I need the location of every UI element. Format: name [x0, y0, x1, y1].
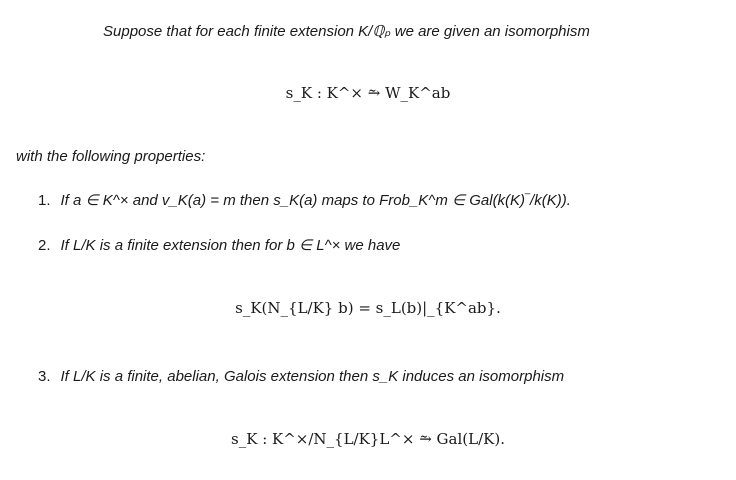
property-2	[38, 236, 400, 256]
property-1-number: 1.	[38, 192, 51, 209]
properties-lead-in: with the following properties:	[16, 148, 206, 165]
property-3	[38, 367, 564, 387]
property-3-number: 3.	[38, 368, 51, 385]
property-2-number: 2.	[38, 237, 51, 254]
property-2-text: If L/K is a finite extension then for b ∈ L^× we have	[60, 237, 401, 254]
intro-text: Suppose that for each finite extension K/ℚₚ we are given an isomorphism	[103, 23, 590, 40]
property-3-text: If L/K is a finite, abelian, Galois extension then s_K induces an isomorphism	[60, 368, 565, 385]
property-1	[38, 191, 571, 211]
equation-sk-isomorphism: s_K : K^× ⥲ W_K^ab	[285, 84, 451, 102]
property-1-text: If a ∈ K^× and v_K(a) = m then s_K(a) maps to Frob_K^m ∈ Gal(k(K)‾/k(K)).	[60, 192, 571, 209]
equation-galois-isomorphism: s_K : K^×/N_{L/K}L^× ⥲ Gal(L/K).	[231, 430, 505, 448]
equation-norm-compatibility: s_K(N_{L/K} b) = s_L(b)|_{K^ab}.	[235, 299, 501, 317]
